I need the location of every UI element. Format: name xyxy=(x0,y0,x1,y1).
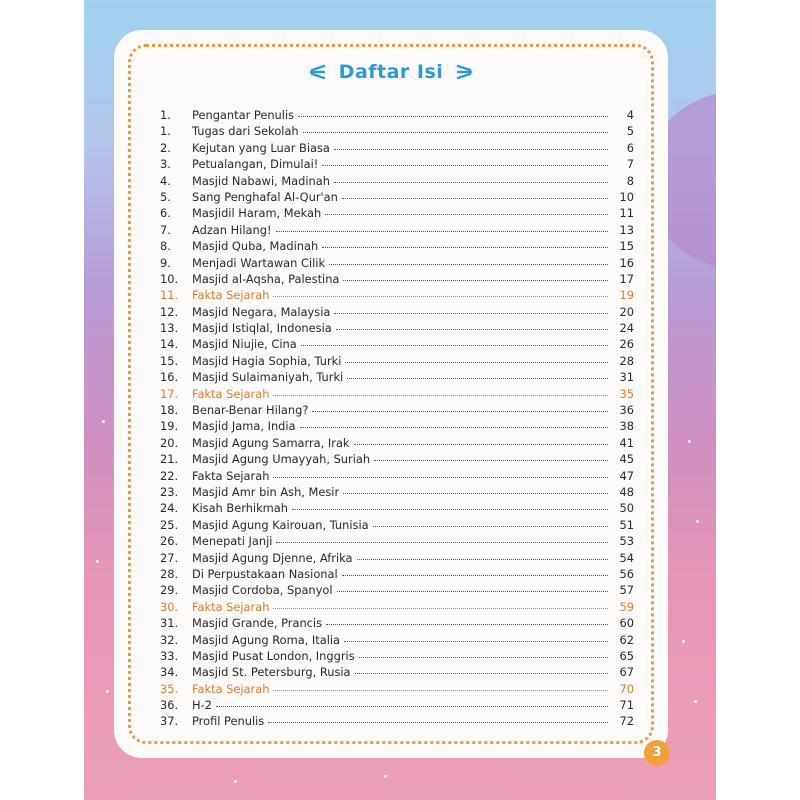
toc-entry-page: 60 xyxy=(619,616,634,631)
toc-entry[interactable] xyxy=(160,682,634,698)
toc-entry-title: Masjid Niujie, Cina xyxy=(192,337,297,352)
toc-entry-page: 54 xyxy=(619,550,634,565)
dot-leader xyxy=(268,722,608,723)
toc-entry-number: 15. xyxy=(160,353,179,368)
toc-entry-number: 36. xyxy=(160,698,179,713)
toc-entry-page: 8 xyxy=(626,173,634,188)
toc-entry[interactable] xyxy=(160,452,634,468)
toc-entry-page: 35 xyxy=(619,386,634,401)
toc-entry-title: Fakta Sejarah xyxy=(192,599,270,614)
dot-leader xyxy=(273,608,608,609)
toc-entry-title: Masjid Sulaimaniyah, Turki xyxy=(192,370,344,385)
toc-entry[interactable] xyxy=(160,108,634,124)
dot-leader xyxy=(292,509,608,510)
toc-entry[interactable] xyxy=(160,174,634,190)
toc-entry-title: Masjid Agung Roma, Italia xyxy=(192,632,341,647)
toc-entry-title: Kisah Berhikmah xyxy=(192,501,288,516)
toc-entry-title: Fakta Sejarah xyxy=(192,288,270,303)
dot-leader xyxy=(329,264,608,265)
toc-entry-title: Pengantar Penulis xyxy=(192,108,295,122)
toc-entry-page: 19 xyxy=(619,288,634,303)
toc-entry[interactable] xyxy=(160,403,634,419)
toc-entry-page: 26 xyxy=(619,337,634,352)
toc-entry-title: Petualangan, Dimulai! xyxy=(192,157,319,172)
dot-leader xyxy=(303,132,608,133)
toc-entry[interactable] xyxy=(160,501,634,517)
toc-entry-title: Masjid al-Aqsha, Palestina xyxy=(192,271,340,286)
dot-leader xyxy=(342,198,608,199)
toc-entry[interactable] xyxy=(160,387,634,403)
toc-entry-number: 22. xyxy=(160,468,179,483)
dot-leader xyxy=(325,214,608,215)
toc-entry[interactable] xyxy=(160,633,634,649)
dot-leader xyxy=(298,116,608,117)
toc-entry-page: 62 xyxy=(619,632,634,647)
toc-entry-page: 70 xyxy=(619,681,634,696)
toc-entry-title: Profil Penulis xyxy=(192,714,265,729)
page-title: Daftar Isi xyxy=(338,61,444,83)
toc-entry-number: 16. xyxy=(160,370,179,385)
toc-entry[interactable] xyxy=(160,616,634,632)
toc-entry-title: Masjidil Haram, Mekah xyxy=(192,206,322,221)
toc-entry[interactable] xyxy=(160,190,634,206)
toc-entry[interactable] xyxy=(160,354,634,370)
dot-leader xyxy=(374,460,608,461)
toc-entry-page: 65 xyxy=(619,648,634,663)
toc-entry[interactable] xyxy=(160,223,634,239)
toc-entry-page: 53 xyxy=(619,534,634,549)
dot-leader xyxy=(337,591,608,592)
toc-entry-number: 2. xyxy=(160,140,171,155)
dot-leader xyxy=(344,641,608,642)
toc-entry-number: 24. xyxy=(160,501,179,516)
toc-entry-number: 6. xyxy=(160,206,171,221)
toc-entry-page: 31 xyxy=(619,370,634,385)
dot-leader xyxy=(359,657,608,658)
dot-leader xyxy=(343,280,608,281)
toc-entry-title: Masjid Nabawi, Madinah xyxy=(192,173,330,188)
book-page xyxy=(84,0,716,800)
dot-leader xyxy=(273,690,608,691)
toc-entry-number: 8. xyxy=(160,239,171,254)
toc-entry-title: Masjid Cordoba, Spanyol xyxy=(192,583,333,598)
toc-entry-title: Masjid Istiqlal, Indonesia xyxy=(192,321,332,336)
toc-entry-number: 25. xyxy=(160,517,179,532)
star-decoration xyxy=(102,420,105,423)
toc-entry-page: 28 xyxy=(619,353,634,368)
dot-leader xyxy=(373,526,608,527)
toc-entry-page: 48 xyxy=(619,484,634,499)
dot-leader xyxy=(312,411,608,412)
toc-entry-page: 13 xyxy=(619,222,634,237)
toc-entry-number: 32. xyxy=(160,632,179,647)
toc-entry-number: 18. xyxy=(160,403,179,418)
toc-entry[interactable] xyxy=(160,649,634,665)
toc-entry-title: Masjid Jama, India xyxy=(192,419,296,434)
toc-entry-title: Fakta Sejarah xyxy=(192,386,270,401)
toc-entry-title: Masjid Negara, Malaysia xyxy=(192,304,331,319)
toc-entry-number: 33. xyxy=(160,648,179,663)
toc-entry-title: Fakta Sejarah xyxy=(192,681,270,696)
toc-entry[interactable] xyxy=(160,714,634,730)
toc-entry[interactable] xyxy=(160,124,634,140)
dot-leader xyxy=(334,182,608,183)
toc-entry-title: Masjid Pusat London, Inggris xyxy=(192,648,355,663)
toc-entry-number: 20. xyxy=(160,435,179,450)
toc-entry-page: 36 xyxy=(619,403,634,418)
toc-entry-page: 41 xyxy=(619,435,634,450)
toc-entry[interactable] xyxy=(160,206,634,222)
toc-entry-page: 24 xyxy=(619,321,634,336)
dot-leader xyxy=(357,559,609,560)
toc-entry-number: 1. xyxy=(160,124,171,139)
toc-entry[interactable] xyxy=(160,256,634,272)
toc-entry-number: 12. xyxy=(160,304,179,319)
star-decoration xyxy=(696,520,699,523)
toc-entry-page: 72 xyxy=(619,714,634,729)
toc-entry-title: Masjid Hagia Sophia, Turki xyxy=(192,353,342,368)
toc-entry-page: 7 xyxy=(626,157,634,172)
toc-entry-number: 3. xyxy=(160,157,171,172)
toc-entry-number: 23. xyxy=(160,484,179,499)
toc-entry-number: 5. xyxy=(160,189,171,204)
dot-leader xyxy=(301,345,608,346)
toc-entry-title: Masjid Amr bin Ash, Mesir xyxy=(192,484,340,499)
star-decoration xyxy=(106,690,109,693)
toc-entry-number: 37. xyxy=(160,714,179,729)
dot-leader xyxy=(347,378,608,379)
toc-entry-number: 21. xyxy=(160,452,179,467)
toc-entry-title: Menepati Janji xyxy=(192,534,273,549)
toc-entry[interactable] xyxy=(160,551,634,567)
toc-entry-number: 10. xyxy=(160,271,179,286)
dot-leader xyxy=(336,329,608,330)
toc-entry-number: 19. xyxy=(160,419,179,434)
toc-entry-title: Kejutan yang Luar Biasa xyxy=(192,140,330,155)
toc-entry-title: Sang Penghafal Al-Qur'an xyxy=(192,189,338,204)
dot-leader xyxy=(216,706,608,707)
toc-entry[interactable] xyxy=(160,288,634,304)
toc-entry-number: 14. xyxy=(160,337,179,352)
toc-entry-number: 27. xyxy=(160,550,179,565)
toc-entry-page: 20 xyxy=(619,304,634,319)
sparkle-left-icon xyxy=(308,63,326,81)
toc-entry-page: 59 xyxy=(619,599,634,614)
toc-entry-title: Benar-Benar Hilang? xyxy=(192,403,309,418)
toc-entry-page: 57 xyxy=(619,583,634,598)
star-decoration xyxy=(688,440,691,443)
toc-entry[interactable] xyxy=(160,370,634,386)
table-of-contents xyxy=(160,108,634,731)
toc-entry-number: 35. xyxy=(160,681,179,696)
toc-entry-number: 9. xyxy=(160,255,171,270)
toc-entry-page: 71 xyxy=(619,698,634,713)
toc-entry-page: 15 xyxy=(619,239,634,254)
dot-leader xyxy=(326,624,608,625)
toc-entry[interactable] xyxy=(160,141,634,157)
toc-entry-title: Masjid Grande, Prancis xyxy=(192,616,323,631)
dot-leader xyxy=(354,444,608,445)
toc-entry-page: 67 xyxy=(619,665,634,680)
star-decoration xyxy=(694,700,697,703)
dot-leader xyxy=(343,493,608,494)
dot-leader xyxy=(334,149,608,150)
toc-entry-page: 5 xyxy=(626,124,634,139)
dot-leader xyxy=(355,673,608,674)
toc-entry[interactable] xyxy=(160,469,634,485)
toc-entry[interactable] xyxy=(160,567,634,583)
toc-entry-title: Masjid Agung Djenne, Afrika xyxy=(192,550,353,565)
dot-leader xyxy=(300,427,608,428)
dot-leader xyxy=(276,542,608,543)
toc-entry-number: 30. xyxy=(160,599,179,614)
toc-entry[interactable] xyxy=(160,337,634,353)
toc-entry-title: Adzan Hilang! xyxy=(192,222,272,237)
toc-card xyxy=(120,36,662,752)
toc-entry-page: 47 xyxy=(619,468,634,483)
toc-entry-page: 50 xyxy=(619,501,634,516)
toc-entry-title: Di Perpustakaan Nasional xyxy=(192,566,338,581)
star-decoration xyxy=(96,560,99,563)
toc-entry-page: 45 xyxy=(619,452,634,467)
toc-entry[interactable] xyxy=(160,305,634,321)
toc-entry[interactable] xyxy=(160,239,634,255)
toc-entry[interactable] xyxy=(160,698,634,714)
star-decoration xyxy=(384,775,387,778)
toc-entry-number: 34. xyxy=(160,665,179,680)
toc-entry-number: 26. xyxy=(160,534,179,549)
sparkle-right-icon xyxy=(456,63,474,81)
toc-entry-title: Masjid Agung Kairouan, Tunisia xyxy=(192,517,369,532)
toc-entry-number: 13. xyxy=(160,321,179,336)
dot-leader xyxy=(273,296,608,297)
toc-entry[interactable] xyxy=(160,321,634,337)
toc-entry-number: 7. xyxy=(160,222,171,237)
toc-entry-number: 31. xyxy=(160,616,179,631)
title-bar xyxy=(120,61,662,91)
toc-entry[interactable] xyxy=(160,157,634,173)
toc-entry-title: H-2 xyxy=(192,698,212,713)
toc-entry-title: Masjid Agung Umayyah, Suriah xyxy=(192,452,371,467)
toc-entry[interactable] xyxy=(160,485,634,501)
toc-entry-page: 10 xyxy=(619,189,634,204)
toc-entry-number: 4. xyxy=(160,173,171,188)
dot-leader xyxy=(273,395,608,396)
toc-entry[interactable] xyxy=(160,436,634,452)
toc-entry-page: 11 xyxy=(619,206,634,221)
toc-entry-number: 29. xyxy=(160,583,179,598)
star-decoration xyxy=(682,640,685,643)
dot-leader xyxy=(322,247,608,248)
dot-leader xyxy=(273,477,608,478)
dot-leader xyxy=(342,575,608,576)
toc-entry-title: Masjid St. Petersburg, Rusia xyxy=(192,665,351,680)
toc-entry-page: 56 xyxy=(619,566,634,581)
dot-leader xyxy=(322,165,608,166)
toc-entry-title: Menjadi Wartawan Cilik xyxy=(192,255,326,270)
toc-entry-page: 51 xyxy=(619,517,634,532)
toc-entry[interactable] xyxy=(160,419,634,435)
toc-entry[interactable] xyxy=(160,665,634,681)
toc-entry-page: 6 xyxy=(626,140,634,155)
toc-entry-title: Masjid Quba, Madinah xyxy=(192,239,319,254)
toc-entry-number: 1. xyxy=(160,108,171,122)
toc-entry-title: Tugas dari Sekolah xyxy=(192,124,299,139)
toc-entry-title: Fakta Sejarah xyxy=(192,468,270,483)
dot-leader xyxy=(276,231,608,232)
toc-entry-number: 11. xyxy=(160,288,179,303)
toc-entry-number: 17. xyxy=(160,386,179,401)
star-decoration xyxy=(234,780,237,783)
dot-leader xyxy=(334,313,608,314)
toc-entry[interactable] xyxy=(160,518,634,534)
toc-entry[interactable] xyxy=(160,583,634,599)
toc-entry-title: Masjid Agung Samarra, Irak xyxy=(192,435,350,450)
toc-entry[interactable] xyxy=(160,600,634,616)
toc-entry[interactable] xyxy=(160,534,634,550)
toc-entry[interactable] xyxy=(160,272,634,288)
toc-entry-page: 38 xyxy=(619,419,634,434)
toc-entry-page: 17 xyxy=(619,271,634,286)
page-number-badge: 3 xyxy=(644,740,670,766)
toc-entry-page: 4 xyxy=(626,108,634,122)
dot-leader xyxy=(345,362,608,363)
toc-entry-number: 28. xyxy=(160,566,179,581)
toc-entry-page: 16 xyxy=(619,255,634,270)
